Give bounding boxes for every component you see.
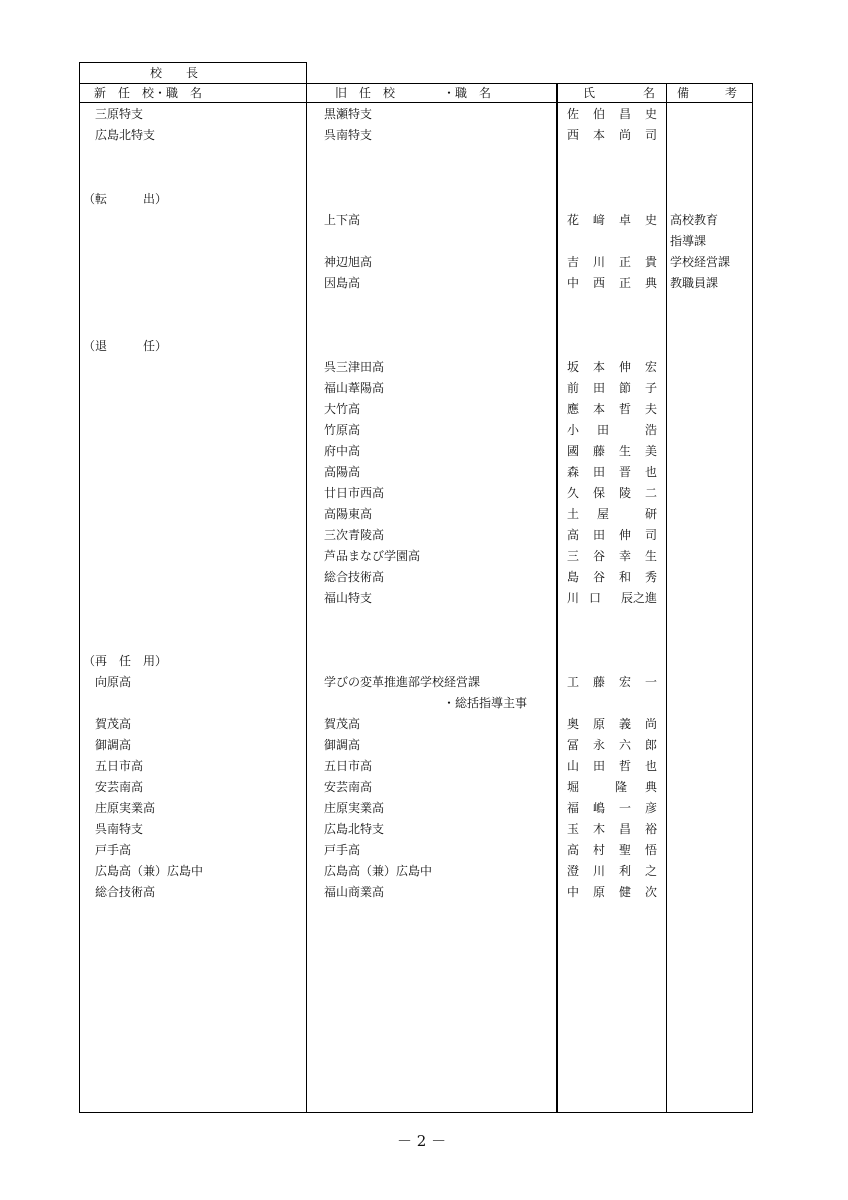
section-retire: （退 任）: [83, 339, 168, 353]
person-name: 澄 川 利 之: [567, 864, 657, 878]
old-post: 高陽東高: [324, 507, 373, 521]
old-post: 芦品まなび学園高: [324, 549, 421, 563]
old-post: 五日市高: [324, 759, 373, 773]
category-label: 校 長: [150, 66, 199, 80]
person-name: 前 田 節 子: [567, 381, 657, 395]
person-name: 玉 木 昌 裕: [567, 822, 657, 836]
header-remarks: 備 考: [677, 86, 738, 100]
old-post: 御調高: [324, 738, 361, 752]
person-name: 山 田 哲 也: [567, 759, 657, 773]
person-name: 花 﨑 卓 史: [567, 213, 657, 227]
old-post: 福山特支: [324, 591, 373, 605]
old-post: 高陽高: [324, 465, 361, 479]
remark: 教職員課: [670, 276, 719, 290]
header-name: 氏 名: [583, 86, 656, 100]
old-post: 大竹高: [324, 402, 361, 416]
old-post: 神辺旭高: [324, 255, 373, 269]
old-post: 廿日市西高: [324, 486, 385, 500]
old-post: 府中高: [324, 444, 361, 458]
col-divider-1: [306, 83, 307, 1113]
old-post: 黒瀬特支: [324, 107, 373, 121]
person-name: 奥 原 義 尚: [567, 717, 657, 731]
page-number: － 2 －: [397, 1132, 447, 1150]
person-name: 吉 川 正 貴: [567, 255, 657, 269]
old-post: 庄原実業高: [324, 801, 385, 815]
person-name: 川 口 辰之進: [567, 591, 657, 605]
col-divider-2b: [557, 83, 558, 1113]
section-transfer-out: （転 出）: [83, 192, 168, 206]
person-name: 久 保 陵 二: [567, 486, 657, 500]
person-name: 坂 本 伸 宏: [567, 360, 657, 374]
old-post: 福山葦陽高: [324, 381, 385, 395]
old-post: 因島高: [324, 276, 361, 290]
old-post: 学びの変革推進部学校経営課: [324, 675, 481, 689]
old-post: 呉三津田高: [324, 360, 385, 374]
col-divider-3: [666, 83, 667, 1113]
person-name: 森 田 晋 也: [567, 465, 657, 479]
new-post: 呉南特支: [95, 822, 144, 836]
person-name: 冨 永 六 郎: [567, 738, 657, 752]
new-post: 向原高: [95, 675, 132, 689]
person-name: 佐 伯 昌 史: [567, 107, 657, 121]
new-post: 総合技術高: [95, 885, 156, 899]
old-post: 賀茂高: [324, 717, 361, 731]
old-post-line-2: ・総括指導主事: [443, 696, 528, 710]
remark: 高校教育: [670, 213, 719, 227]
person-name: 中 西 正 典: [567, 276, 657, 290]
new-post: 広島高（兼）広島中: [95, 864, 204, 878]
old-post: 戸手高: [324, 843, 361, 857]
header-old-post: 旧 任 校 ・職 名: [335, 86, 492, 100]
person-name: 三 谷 幸 生: [567, 549, 657, 563]
person-name: 國 藤 生 美: [567, 444, 657, 458]
person-name: 高 村 聖 悟: [567, 843, 657, 857]
person-name: 應 本 哲 夫: [567, 402, 657, 416]
person-name: 中 原 健 次: [567, 885, 657, 899]
person-name: 福 嶋 一 彦: [567, 801, 657, 815]
person-name: 西 本 尚 司: [567, 128, 657, 142]
new-post: 庄原実業高: [95, 801, 156, 815]
new-post: 三原特支: [95, 107, 144, 121]
person-name: 土 屋 研: [567, 507, 657, 521]
new-post: 御調高: [95, 738, 132, 752]
section-reappoint: （再 任 用）: [83, 654, 168, 668]
person-name: 工 藤 宏 一: [567, 675, 657, 689]
person-name: 堀 隆 典: [567, 780, 657, 794]
old-post: 三次青陵高: [324, 528, 385, 542]
remark: 学校経営課: [670, 255, 731, 269]
old-post: 広島北特支: [324, 822, 385, 836]
person-name: 高 田 伸 司: [567, 528, 657, 542]
new-post: 広島北特支: [95, 128, 156, 142]
old-post: 呉南特支: [324, 128, 373, 142]
old-post: 福山商業高: [324, 885, 385, 899]
old-post: 総合技術高: [324, 570, 385, 584]
old-post: 広島高（兼）広島中: [324, 864, 433, 878]
old-post: 安芸南高: [324, 780, 373, 794]
person-name: 島 谷 和 秀: [567, 570, 657, 584]
new-post: 賀茂高: [95, 717, 132, 731]
old-post: 上下高: [324, 213, 361, 227]
header-divider: [79, 102, 753, 103]
old-post: 竹原高: [324, 423, 361, 437]
remark-line-2: 指導課: [670, 234, 707, 248]
new-post: 戸手高: [95, 843, 132, 857]
new-post: 安芸南高: [95, 780, 144, 794]
person-name: 小 田 浩: [567, 423, 657, 437]
header-new-post: 新 任 校・職 名: [94, 86, 203, 100]
new-post: 五日市高: [95, 759, 144, 773]
